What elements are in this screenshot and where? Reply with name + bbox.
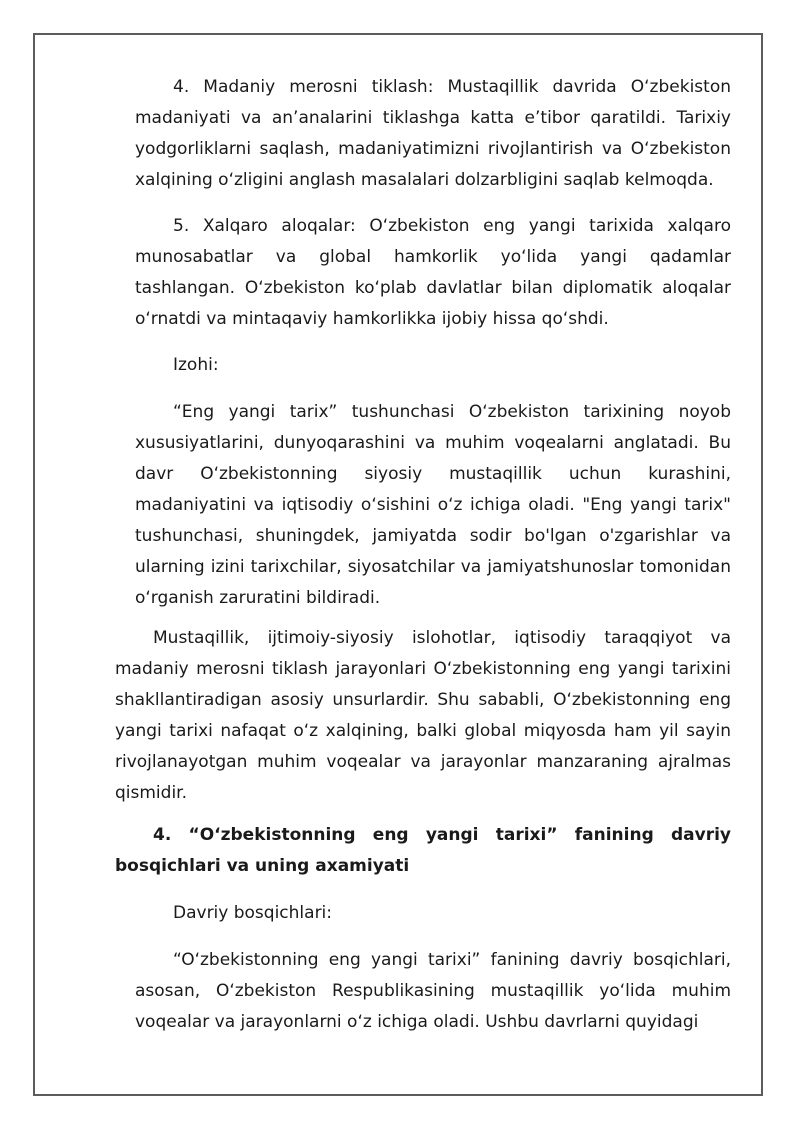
paragraph-periods-intro: “O‘zbekistonning eng yangi tarixi” fanining davriy bosqichlari, asosan, O‘zbekiston Respublikasining mustaqillik yo‘lida muhim voqealar va jarayonlarni o‘z ichiga oladi. Ushbu davrlarni quyidagi <box>135 950 731 1032</box>
section-heading: 4. “O‘zbekistonning eng yangi tarixi” fanining davriy bosqichlari va uning axamiyati <box>115 825 731 876</box>
paragraph-cultural-heritage: 4. Madaniy merosni tiklash: Mustaqillik davrida O‘zbekiston madaniyati va an’analarini tiklashga katta e’tibor qaratildi. Tarixiy yodgorliklarni saqlash, madaniyatimizni rivojlantirish va O‘zbekiston xalqining o‘zligini anglash masalalari dolzarbligini saqlab kelmoqda. <box>135 77 731 190</box>
paragraph-note-explanation: “Eng yangi tarix” tushunchasi O‘zbekiston tarixining noyob xususiyatlarini, dunyoqarashini va muhim voqealarni anglatadi. Bu davr O‘zbekistonning siyosiy mustaqillik uchun kurashini, madaniyatini va iqtisodiy o‘sishini o‘z ichiga oladi. "Eng yangi tarix" tushunchasi, shuningdek, jamiyatda sodir bo'lgan o'zgarishlar va ularning izini tarixchilar, siyosatchilar va jamiyatshunoslar tomonidan o‘rganish zaruratini bildiradi. <box>135 402 731 608</box>
note-label: Izohi: <box>173 355 219 375</box>
periods-label: Davriy bosqichlari: <box>173 903 333 923</box>
paragraph-international-relations: 5. Xalqaro aloqalar: O‘zbekiston eng yangi tarixida xalqaro munosabatlar va global hamkorlik yo‘lida yangi qadamlar tashlangan. O‘zbekiston ko‘plab davlatlar bilan diplomatik aloqalar o‘rnatdi va mintaqaviy hamkorlikka ijobiy hissa qo‘shdi. <box>135 216 731 329</box>
paragraph-summary: Mustaqillik, ijtimoiy-siyosiy islohotlar, iqtisodiy taraqqiyot va madaniy merosni tiklash jarayonlari O‘zbekistonning eng yangi tarixini shakllantiradigan asosiy unsurlardir. Shu sababli, O‘zbekistonning eng yangi tarixi nafaqat o‘z xalqining, balki global miqyosda ham yil sayin rivojlanayotgan muhim voqealar va jarayonlar manzaraning ajralmas qismidir. <box>115 628 731 803</box>
